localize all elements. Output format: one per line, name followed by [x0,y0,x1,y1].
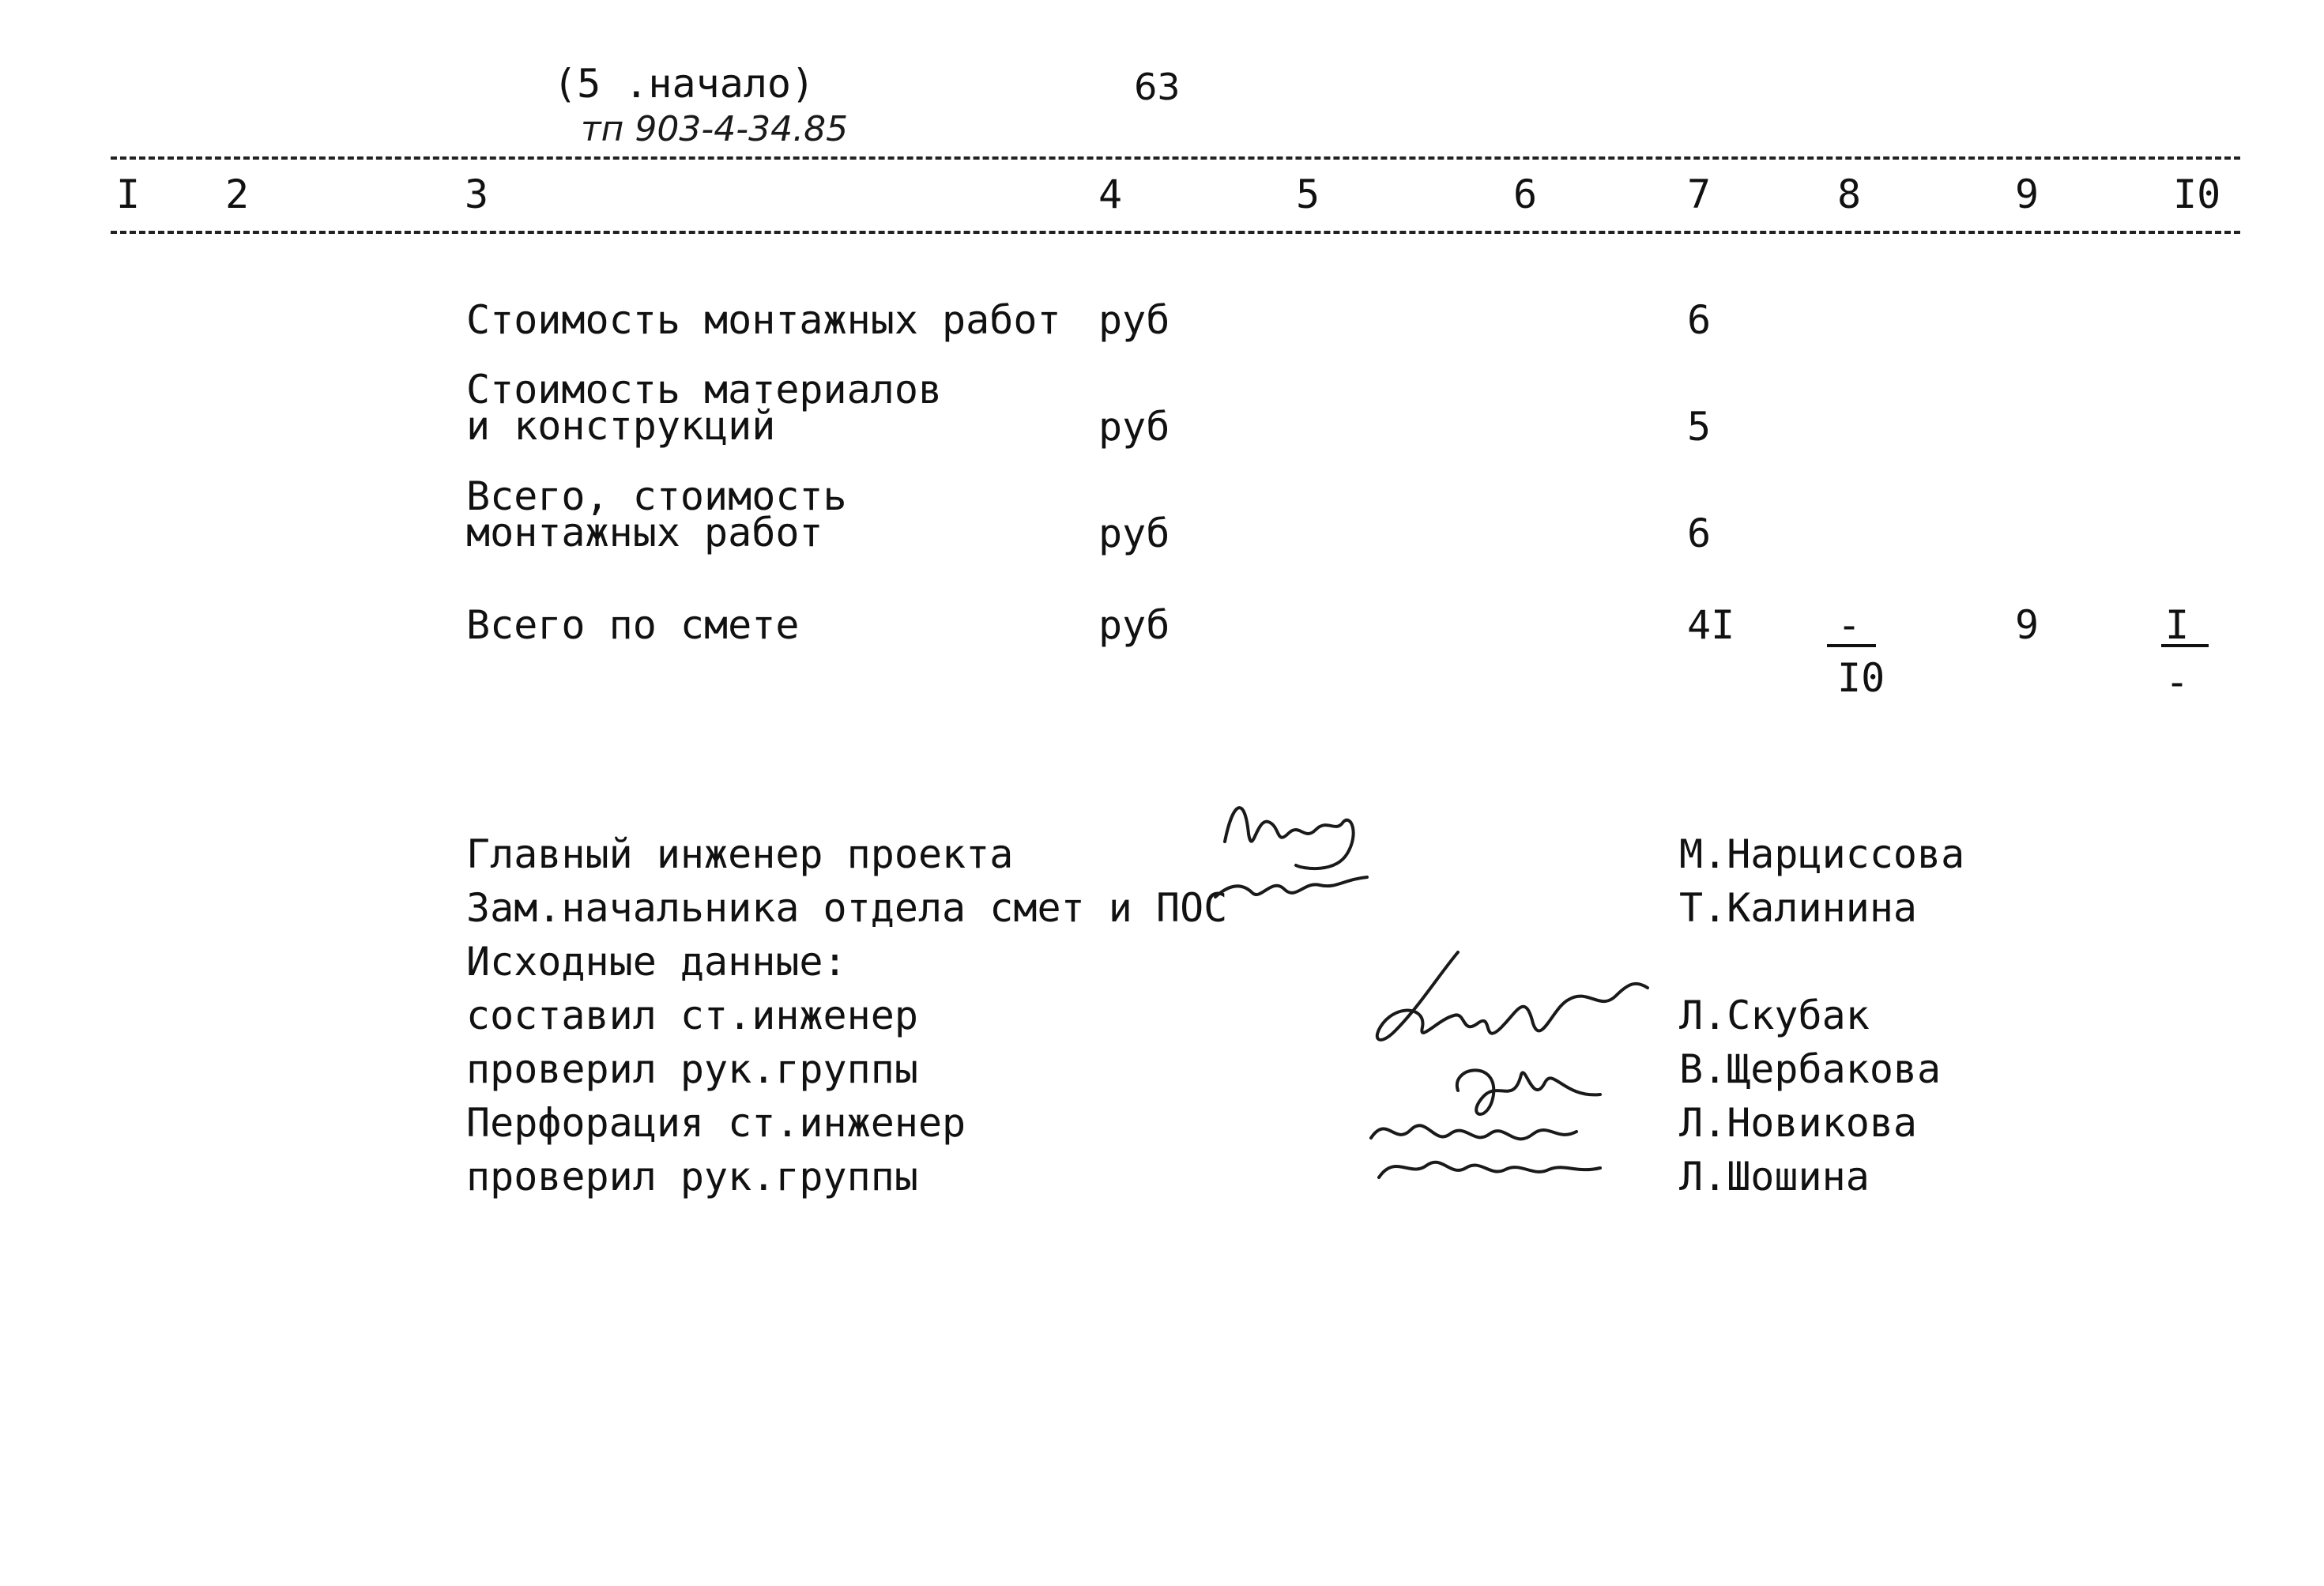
column-header-6: 6 [1513,171,1538,217]
signature-role: составил ст.инженер [466,993,918,1038]
signature-role: проверил рук.группы [466,1046,918,1092]
table-header-rule [111,231,2240,234]
row-unit: руб [1098,510,1170,556]
column-header-5: 5 [1296,171,1320,217]
signature-person: Л.Шошина [1679,1154,1870,1200]
document-code: тп 903-4-34.85 [581,109,849,149]
column-header-8: 8 [1837,171,1862,217]
row-col7-value: 6 [1687,510,1712,556]
column-header-1: I [116,171,141,217]
signature-role: Перфорация ст.инженер [466,1100,966,1146]
column-header-9: 9 [2015,171,2040,217]
signature-person: Л.Новикова [1679,1100,1918,1146]
signature-person: Т.Калинина [1679,885,1918,931]
fraction-bar [2161,644,2209,647]
section-note: (5 .начало) [553,61,815,107]
page-number: 63 [1134,66,1181,108]
row-name: Стоимость монтажных работ [466,297,1061,343]
column-header-7: 7 [1687,171,1712,217]
row-col10-top: I [2165,602,2190,648]
signature-person: М.Нарциссова [1679,831,1965,877]
handwritten-signature [1363,944,1663,1063]
row-name: Стоимость материалов и конструкций [466,367,943,449]
handwritten-signature [1363,1059,1616,1193]
column-header-3: 3 [465,171,489,217]
row-name: Всего, стоимость монтажных работ [466,473,847,556]
fraction-bar [1827,644,1876,647]
signature-role: Главный инженер проекта [466,831,1014,877]
handwritten-signature [1209,786,1391,913]
column-header-2: 2 [225,171,250,217]
row-name: Всего по смете [466,602,800,648]
row-col7-value: 6 [1687,297,1712,343]
signature-role: Зам.начальника отдела смет и ПОС [466,885,1228,931]
row-unit: руб [1098,602,1170,648]
column-header-10: I0 [2173,171,2221,217]
signature-role: Исходные данные: [466,939,847,985]
row-col7-value: 5 [1687,404,1712,450]
row-col7-value: 4I [1687,602,1735,648]
row-unit: руб [1098,404,1170,450]
row-col10-bottom: - [2165,659,2190,705]
signature-person: Л.Скубак [1679,993,1870,1038]
row-col8-top: - [1837,602,1862,648]
row-unit: руб [1098,297,1170,343]
signature-role: проверил рук.группы [466,1154,918,1200]
row-col8-bottom: I0 [1837,655,1885,701]
column-header-4: 4 [1098,171,1123,217]
signature-person: В.Щербакова [1679,1046,1942,1092]
table-top-rule [111,156,2240,160]
row-col9-value: 9 [2015,602,2040,648]
